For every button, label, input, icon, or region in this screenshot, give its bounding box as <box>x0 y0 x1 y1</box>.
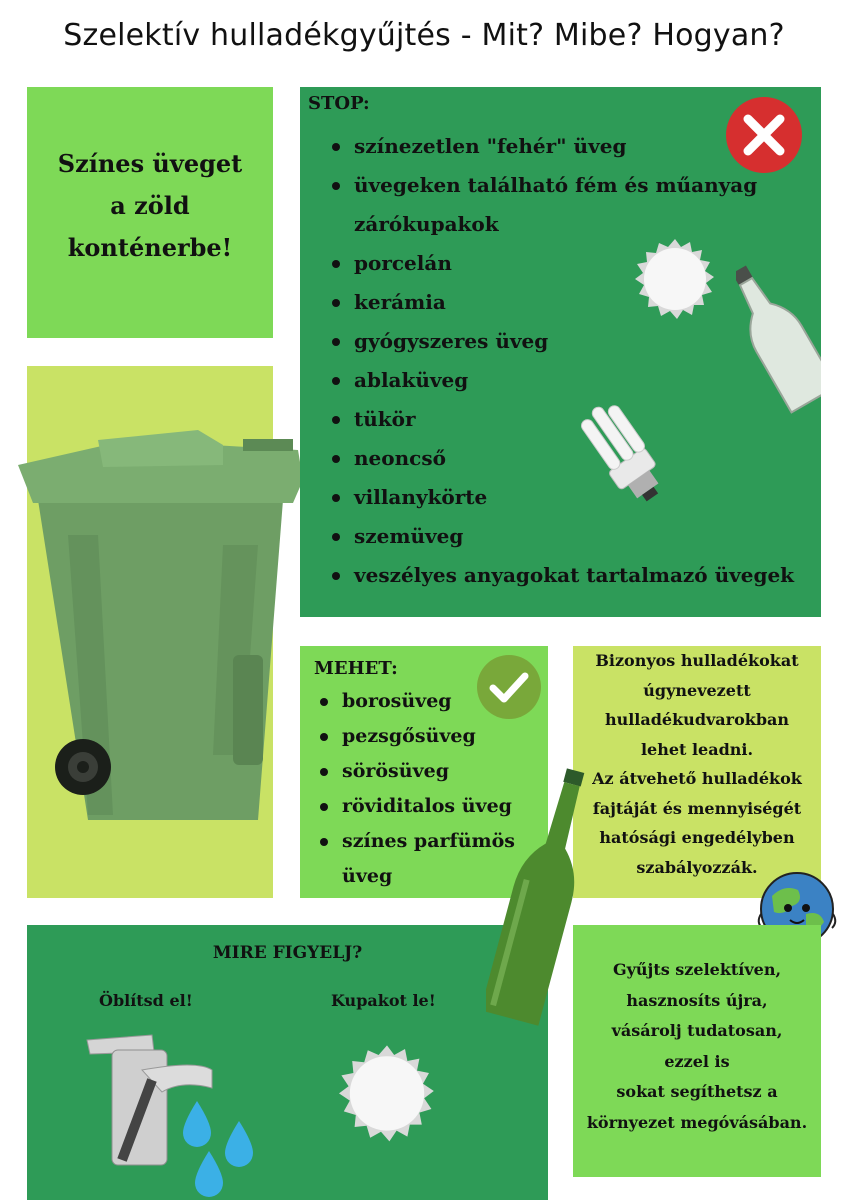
list-item: ablaküveg <box>328 361 828 400</box>
closing-panel <box>573 925 821 1177</box>
list-item: színes parfümös <box>316 824 546 859</box>
list-item: színezetlen "fehér" üveg <box>328 127 828 166</box>
closing-line: hasznosíts újra, <box>626 990 768 1010</box>
list-item: röviditalos üveg <box>316 789 546 824</box>
list-item-continued: üveg <box>342 865 393 887</box>
info-line: hulladékudvarokban <box>604 710 790 729</box>
closing-line: környezet megóvásában. <box>586 1112 808 1132</box>
check-icon <box>476 654 542 720</box>
bottle-cap-icon <box>630 237 720 327</box>
closing-line: sokat segíthetsz a <box>616 1082 778 1101</box>
closing-line: ezzel is <box>664 1051 730 1071</box>
info-panel <box>573 646 821 898</box>
list-item: porcelán <box>328 244 828 283</box>
stop-label: STOP: <box>308 93 370 114</box>
tips-heading: MIRE FIGYELJ? <box>212 943 363 963</box>
water-drops-icon <box>175 1097 265 1202</box>
info-line: hatósági engedélyben <box>599 828 795 847</box>
list-item: szemüveg <box>328 517 828 556</box>
stop-panel <box>300 87 821 617</box>
info-line: úgynevezett <box>643 680 751 700</box>
list-item: tükör <box>328 400 828 439</box>
list-item: borosüveg <box>316 684 546 719</box>
info-line: lehet leadni. <box>640 739 754 759</box>
closing-line: Gyűjts szelektíven, <box>612 960 782 979</box>
list-item: veszélyes anyagokat tartalmazó üvegek <box>328 556 828 595</box>
list-item: sörösüveg <box>316 754 546 789</box>
wheelie-bin-illustration <box>8 425 308 845</box>
headline-line: Színes üveget <box>57 149 243 178</box>
closing-line: vásárolj tudatosan, <box>611 1021 783 1040</box>
light-bulb-icon <box>562 399 682 509</box>
list-item: üvegeken található fém és műanyag <box>328 166 828 205</box>
info-line: Az átvehető hulladékok <box>592 769 802 788</box>
wheelie-bin-icon <box>18 430 303 820</box>
info-line: Bizonyos hulladékokat <box>595 651 799 670</box>
list-item: gyógyszeres üveg <box>328 322 828 361</box>
headline-line: konténerbe! <box>67 233 233 262</box>
list-item: villanykörte <box>328 478 828 517</box>
tips-panel <box>27 925 548 1200</box>
info-line: fajtáját és mennyiségét <box>592 798 802 818</box>
list-item: neoncső <box>328 439 828 478</box>
bottle-cap-icon <box>333 1043 441 1151</box>
rinse-label: Öblítsd el! <box>99 991 193 1010</box>
list-item: kerámia <box>328 283 828 322</box>
glass-bottle-icon <box>736 259 821 414</box>
close-icon <box>724 95 804 175</box>
list-item: zárókupakok <box>354 212 499 236</box>
cap-label: Kupakot le! <box>331 991 436 1010</box>
headline-panel <box>27 87 273 338</box>
headline-line: a zöld <box>110 191 190 220</box>
page-title: Szelektív hulladékgyűjtés - Mit? Mibe? Hogyan? <box>63 18 785 53</box>
info-line: szabályozzák. <box>636 857 758 877</box>
list-item: pezsgősüveg <box>316 719 546 754</box>
go-label: MEHET: <box>314 658 398 679</box>
